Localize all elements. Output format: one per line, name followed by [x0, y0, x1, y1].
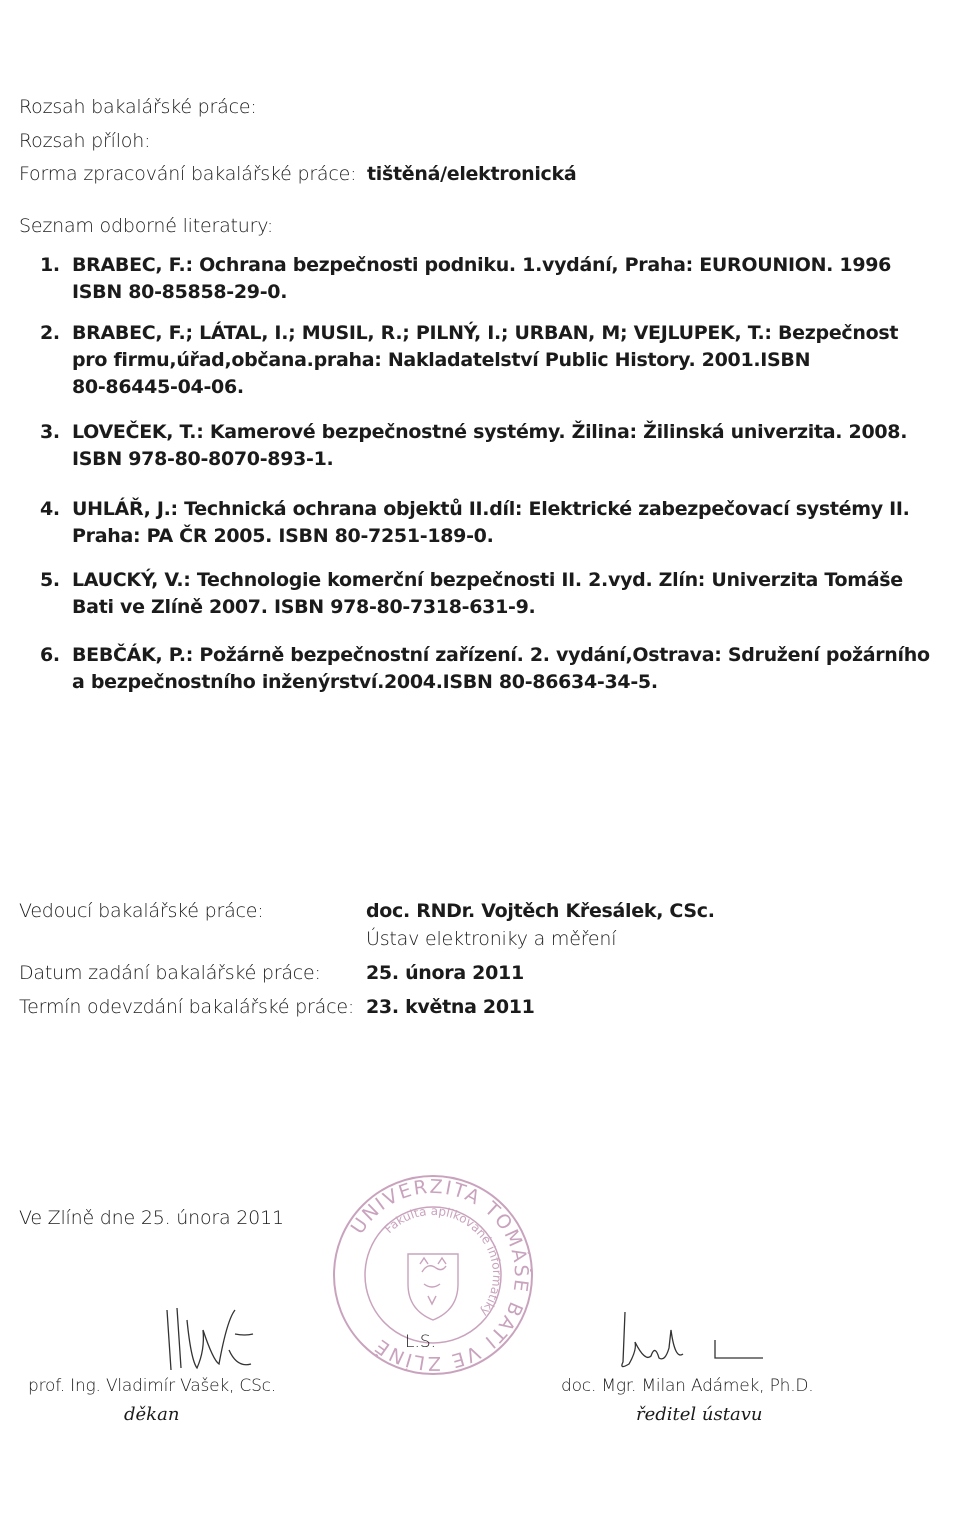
reference-line: UHLÁŘ, J.: Technická ochrana objektů II.díl: Elektrické zabezpečovací systémy II.: [72, 498, 910, 520]
termin-label: Termín odevzdání bakalářské práce:: [19, 996, 355, 1018]
reference-number: 1.: [40, 254, 60, 276]
reference-line: Bati ve Zlíně 2007. ISBN 978-80-7318-631-9.: [72, 596, 536, 618]
reference-4: [40, 496, 910, 550]
reference-2: [40, 320, 898, 401]
reference-line: Praha: PA ČR 2005. ISBN 80-7251-189-0.: [72, 525, 494, 547]
reference-line: pro firmu,úřad,občana.praha: Nakladatelství Public History. 2001.ISBN: [72, 349, 811, 371]
rozsah-prace-label: Rozsah bakalářské práce:: [19, 96, 257, 118]
reference-number: 4.: [40, 498, 60, 520]
supervisor-name: doc. RNDr. Vojtěch Křesálek, CSc.: [366, 900, 715, 922]
reference-number: 2.: [40, 322, 60, 344]
reference-line: BRABEC, F.: Ochrana bezpečnosti podniku. 1.vydání, Praha: EUROUNION. 1996: [72, 254, 892, 276]
supervisor-institute: Ústav elektroniky a měření: [366, 928, 617, 950]
zadani-label: Datum zadání bakalářské práce:: [19, 962, 321, 984]
place-date: Ve Zlíně dne 25. února 2011: [19, 1207, 284, 1229]
ls-mark: L.S.: [405, 1332, 437, 1352]
dean-signature: [155, 1290, 265, 1380]
supervisor-label: Vedoucí bakalářské práce:: [19, 900, 264, 922]
dean-role: děkan: [124, 1404, 180, 1425]
director-name: doc. Mgr. Milan Adámek, Ph.D.: [561, 1376, 814, 1396]
reference-number: 5.: [40, 569, 60, 591]
termin-value: 23. května 2011: [366, 996, 535, 1018]
reference-line: ISBN 978-80-8070-893-1.: [72, 448, 334, 470]
reference-5: [40, 567, 903, 621]
reference-line: LOVEČEK, T.: Kamerové bezpečnostné systémy. Žilina: Žilinská univerzita. 2008.: [72, 421, 908, 443]
reference-1: [40, 252, 891, 306]
reference-line: a bezpečnostního inženýrství.2004.ISBN 80-86634-34-5.: [72, 671, 658, 693]
forma-value: tištěná/elektronická: [367, 163, 577, 185]
reference-line: 80-86445-04-06.: [72, 376, 244, 398]
reference-3: [40, 419, 907, 473]
reference-number: 3.: [40, 421, 60, 443]
reference-number: 6.: [40, 644, 60, 666]
zadani-value: 25. února 2011: [366, 962, 524, 984]
svg-text:Fakulta aplikované informatiky: Fakulta aplikované informatiky: [381, 1203, 505, 1319]
literature-title: Seznam odborné literatury:: [19, 215, 274, 237]
rozsah-priloh-label: Rozsah příloh:: [19, 130, 151, 152]
director-signature: [615, 1300, 765, 1380]
reference-line: ISBN 80-85858-29-0.: [72, 281, 288, 303]
forma-label: Forma zpracování bakalářské práce:: [19, 163, 357, 185]
svg-text:UNIVERZITA TOMÁŠE BATI VE ZLÍN: UNIVERZITA TOMÁŠE BATI VE ZLÍNĚ: [346, 1175, 533, 1375]
reference-6: [40, 642, 930, 696]
coat-of-arms-icon: [408, 1254, 458, 1320]
reference-line: LAUCKÝ, V.: Technologie komerční bezpečnosti II. 2.vyd. Zlín: Univerzita Tomáše: [72, 569, 903, 591]
reference-line: BEBČÁK, P.: Požárně bezpečnostní zařízení. 2. vydání,Ostrava: Sdružení požárního: [72, 644, 930, 666]
reference-line: BRABEC, F.; LÁTAL, I.; MUSIL, R.; PILNÝ, I.; URBAN, M; VEJLUPEK, T.: Bezpečnost: [72, 322, 899, 344]
dean-name: prof. Ing. Vladimír Vašek, CSc.: [28, 1376, 277, 1396]
director-role: ředitel ústavu: [636, 1404, 763, 1425]
